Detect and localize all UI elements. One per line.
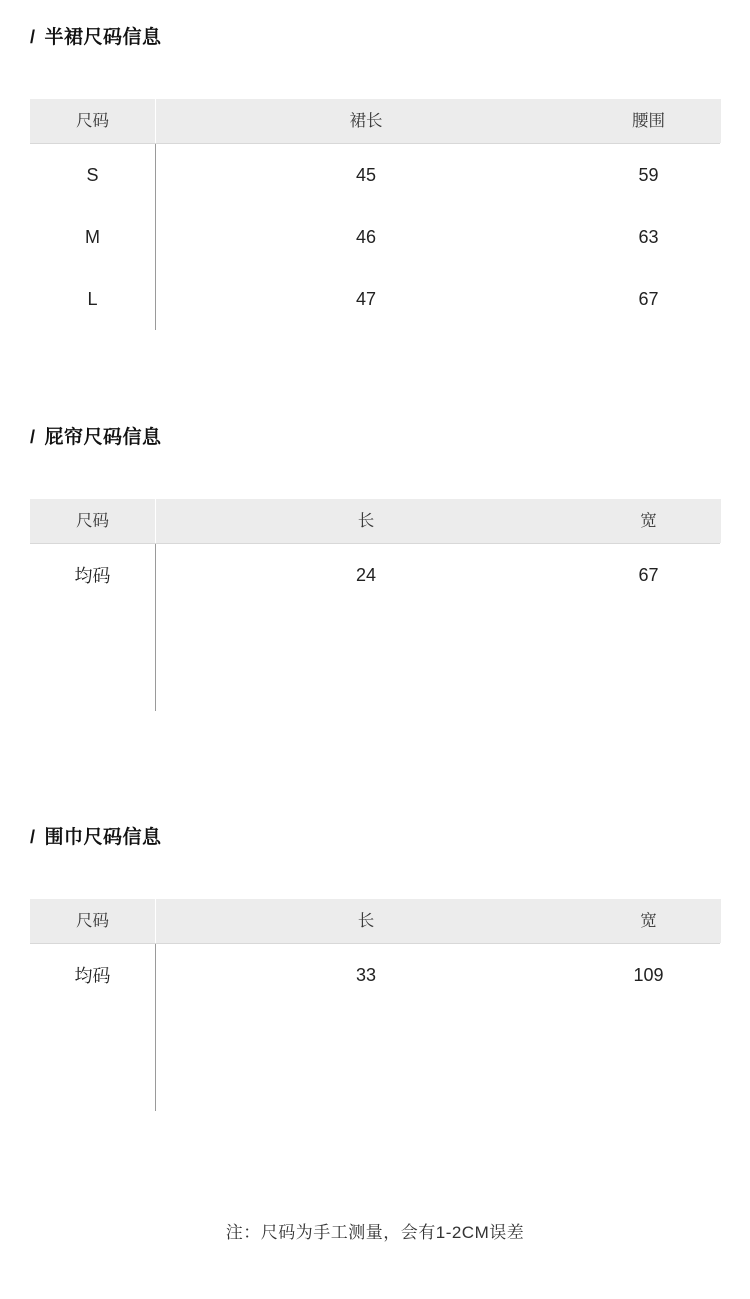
section-title-text: 围巾尺码信息 xyxy=(44,827,162,848)
section-title-text: 半裙尺码信息 xyxy=(44,27,162,48)
table-divider-extension xyxy=(155,1006,156,1111)
cell-size: M xyxy=(30,206,156,268)
section-marker-icon: / xyxy=(30,827,36,847)
table-row xyxy=(30,268,721,330)
column-header-size: 尺码 xyxy=(30,899,156,943)
cell-waist: 67 xyxy=(638,288,659,309)
cell-length: 45 xyxy=(355,164,377,185)
cell-length: 33 xyxy=(355,964,377,985)
table-curtain xyxy=(30,499,721,543)
cell-length: 47 xyxy=(355,288,377,309)
table-row xyxy=(30,144,721,206)
footnote-wrapper xyxy=(0,1218,750,1243)
size-table-skirt xyxy=(30,99,722,330)
section-marker-icon: / xyxy=(30,427,36,447)
cell-length: 24 xyxy=(355,564,377,585)
column-header-width: 宽 xyxy=(576,899,721,943)
table-scarf xyxy=(30,899,721,943)
cell-size: 均码 xyxy=(30,544,156,606)
table-curtain-body xyxy=(30,544,721,606)
table-header-skirt xyxy=(30,99,721,143)
column-header-length: 长 xyxy=(156,499,577,543)
table-divider-extension xyxy=(155,606,156,711)
column-header-size: 尺码 xyxy=(30,99,156,143)
table-skirt-body xyxy=(30,144,722,330)
table-row xyxy=(30,544,721,606)
cell-size: L xyxy=(30,268,156,330)
table-scarf-body xyxy=(30,944,721,1006)
column-header-length: 裙长 xyxy=(156,99,577,143)
cell-width: 67 xyxy=(638,564,659,585)
table-header-row xyxy=(30,499,721,543)
column-header-length: 长 xyxy=(156,899,577,943)
size-table-scarf xyxy=(30,899,721,1111)
cell-waist: 63 xyxy=(638,226,659,247)
cell-size: 均码 xyxy=(30,944,156,1006)
column-header-width: 宽 xyxy=(576,499,721,543)
section-curtain-title xyxy=(30,422,162,449)
column-header-size: 尺码 xyxy=(30,499,156,543)
cell-length: 46 xyxy=(355,226,377,247)
table-row xyxy=(30,206,721,268)
measurement-footnote: 注：尺码为手工测量，会有1-2CM误差 xyxy=(225,1223,525,1242)
table-header-row xyxy=(30,99,721,143)
table-header-curtain xyxy=(30,499,721,543)
table-header-scarf xyxy=(30,899,721,943)
table-skirt xyxy=(30,99,721,143)
section-title-text: 屁帘尺码信息 xyxy=(44,427,162,448)
size-table-curtain xyxy=(30,499,721,711)
section-skirt-title xyxy=(30,22,162,49)
section-scarf-title xyxy=(30,822,162,849)
table-row xyxy=(30,944,721,1006)
cell-width: 109 xyxy=(633,964,664,985)
table-header-row xyxy=(30,899,721,943)
section-marker-icon: / xyxy=(30,27,36,47)
column-header-waist: 腰围 xyxy=(576,99,721,143)
cell-size: S xyxy=(30,144,156,206)
cell-waist: 59 xyxy=(638,164,659,185)
